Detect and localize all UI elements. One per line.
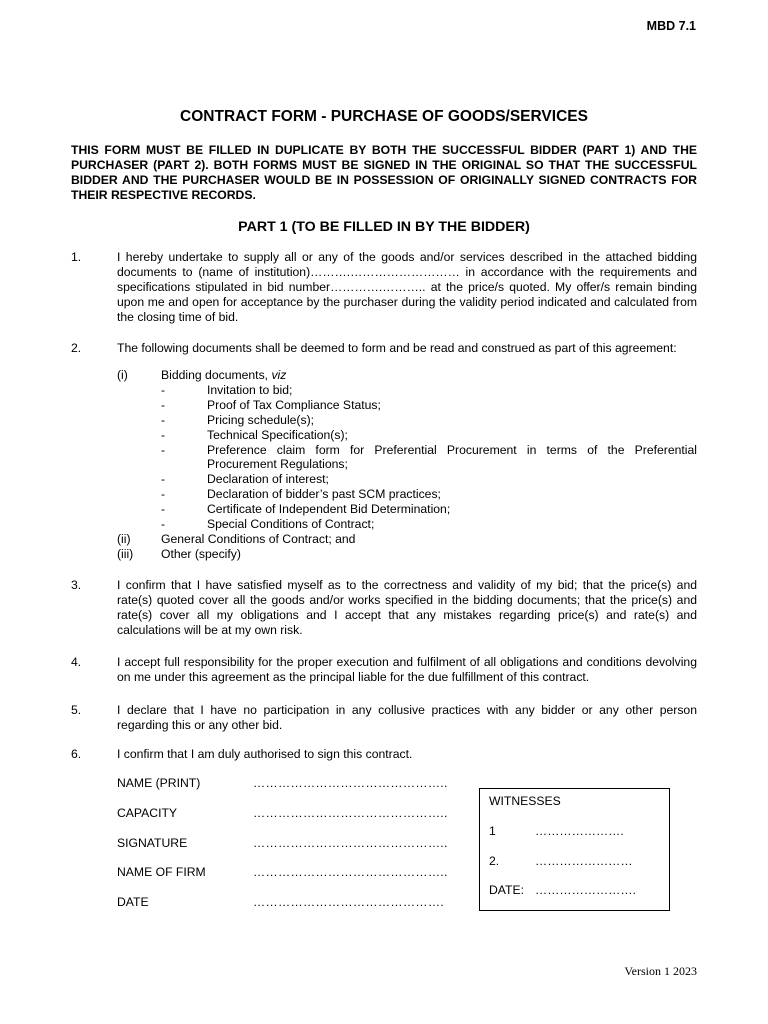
clause-number: 4. (71, 655, 82, 669)
list-item (117, 383, 697, 398)
fill-line[interactable]: ……………………………………….. (253, 865, 448, 879)
documents-item-i (117, 368, 697, 383)
name-of-firm-field[interactable] (117, 865, 462, 881)
capacity-field[interactable] (117, 806, 462, 822)
date-field[interactable] (117, 895, 462, 911)
dash-bullet: - (161, 487, 166, 502)
list-item-text: Declaration of bidder’s past SCM practices; (207, 487, 441, 502)
field-label: NAME (PRINT) (117, 776, 201, 790)
field-label: DATE (117, 895, 149, 909)
dash-bullet: - (161, 472, 166, 487)
clause-1 (71, 250, 697, 325)
witness-1-label: 1 (489, 824, 496, 838)
list-item-text: Proof of Tax Compliance Status; (207, 397, 381, 412)
clause-4 (71, 655, 697, 685)
item-number: (i) (117, 368, 128, 382)
item-number: (iii) (117, 546, 134, 561)
document-code: MBD 7.1 (646, 19, 696, 33)
list-item-text: Special Conditions of Contract; (207, 517, 375, 532)
list-item-text: Pricing schedule(s); (207, 412, 315, 427)
item-label: Other (specify) (161, 546, 241, 561)
fill-line[interactable]: ……………………………………….. (253, 776, 448, 790)
clause-number: 1. (71, 250, 82, 264)
list-item-text: Preference claim form for Preferential Procurement in terms of the Preferential Procurement Regulations; (207, 442, 697, 472)
fill-line[interactable]: ……………………………………….. (253, 836, 448, 850)
list-item (117, 487, 697, 502)
clause-number: 5. (71, 703, 82, 717)
dash-bullet: - (161, 442, 166, 457)
field-label: SIGNATURE (117, 836, 188, 850)
list-item-text: Declaration of interest; (207, 472, 329, 487)
list-item (117, 517, 697, 532)
clause-3 (71, 578, 697, 638)
field-label: NAME OF FIRM (117, 865, 206, 879)
dash-bullet: - (161, 412, 166, 427)
clause-number: 3. (71, 578, 82, 592)
dash-bullet: - (161, 502, 166, 517)
witness-2-label: 2. (489, 854, 500, 868)
list-item-text: Invitation to bid; (207, 382, 293, 397)
clause-text: The following documents shall be deemed to form and be read and construed as part of this agreement: (117, 341, 677, 355)
documents-item-iii (117, 547, 697, 562)
version-footer: Version 1 2023 (624, 964, 697, 978)
list-item-text: Certificate of Independent Bid Determination; (207, 502, 451, 517)
item-label: Bidding documents, (161, 368, 272, 382)
form-instructions: THIS FORM MUST BE FILLED IN DUPLICATE BY BOTH THE SUCCESSFUL BIDDER (PART 1) AND THE PURCHASER (PART 2). BOTH FORMS MUST BE SIGNED IN THE ORIGINAL SO THAT THE SUCCESSFUL BIDDER AND THE PURCHASER WOULD BE IN POSSESSION OF ORIGINALLY SIGNED CONTRACTS FOR THEIR RESPECTIVE RECORDS. (71, 143, 697, 202)
fill-line[interactable]: ……………………………………….. (253, 806, 448, 820)
clause-text: I confirm that I have satisfied myself as to the correctness and validity of my bid; that the price(s) and rate(s) quoted cover all the goods and/or works specified in the bidding documents; that the price(s) and rate(s) cover all my obligations and I accept that any mistakes regarding price(s) and rate(s) and calculations will be at my own risk. (117, 578, 697, 637)
clause-text: I declare that I have no participation in any collusive practices with any bidder or any other person regarding this or any other bid. (117, 703, 697, 732)
witnesses-title: WITNESSES (489, 794, 561, 808)
list-item (117, 428, 697, 443)
clause-text: I accept full responsibility for the proper execution and fulfilment of all obligations and conditions devolving on me under this agreement as the principal liable for the due fulfillment of this contract. (117, 655, 697, 684)
witnesses-box (479, 788, 670, 911)
clause-number: 2. (71, 341, 82, 355)
item-number: (ii) (117, 531, 131, 546)
witness-2-line[interactable]: …………………… (535, 854, 633, 868)
signature-field[interactable] (117, 836, 462, 852)
clause-text: I hereby undertake to supply all or any of the goods and/or services described in the attached bidding documents to (name of institution)……….……………………… in accordance with the requirements and specifications stipulated in bid number………….……….. at the price/s quoted. My offer/s remain binding upon me and open for acceptance by the purchaser during the validity period indicated and calculated from the closing time of bid. (117, 250, 697, 324)
dash-bullet: - (161, 427, 166, 442)
documents-list (117, 368, 697, 562)
fill-line[interactable]: ………………………………………. (253, 895, 444, 909)
part-heading: PART 1 (TO BE FILLED IN BY THE BIDDER) (238, 219, 530, 235)
dash-bullet: - (161, 382, 166, 397)
clause-text: I confirm that I am duly authorised to sign this contract. (117, 747, 413, 761)
dash-bullet: - (161, 397, 166, 412)
field-label: CAPACITY (117, 806, 178, 820)
item-label: General Conditions of Contract; and (161, 531, 356, 546)
witness-date-label: DATE: (489, 883, 524, 897)
list-item-text: Technical Specification(s); (207, 427, 348, 442)
list-item (117, 413, 697, 428)
name-print-field[interactable] (117, 776, 462, 792)
documents-item-ii (117, 532, 697, 547)
list-item (117, 398, 697, 413)
list-item (117, 502, 697, 517)
witness-date-line[interactable]: ……………………. (535, 883, 636, 897)
clause-5 (71, 703, 697, 733)
list-item (117, 443, 697, 473)
dash-bullet: - (161, 517, 166, 532)
list-item (117, 472, 697, 487)
clause-number: 6. (71, 747, 82, 761)
clause-6 (71, 747, 697, 762)
item-label-italic: viz (271, 368, 287, 382)
page-title: CONTRACT FORM - PURCHASE OF GOODS/SERVICES (180, 108, 588, 125)
clause-2 (71, 341, 697, 356)
witness-1-line[interactable]: …………………. (535, 824, 624, 838)
